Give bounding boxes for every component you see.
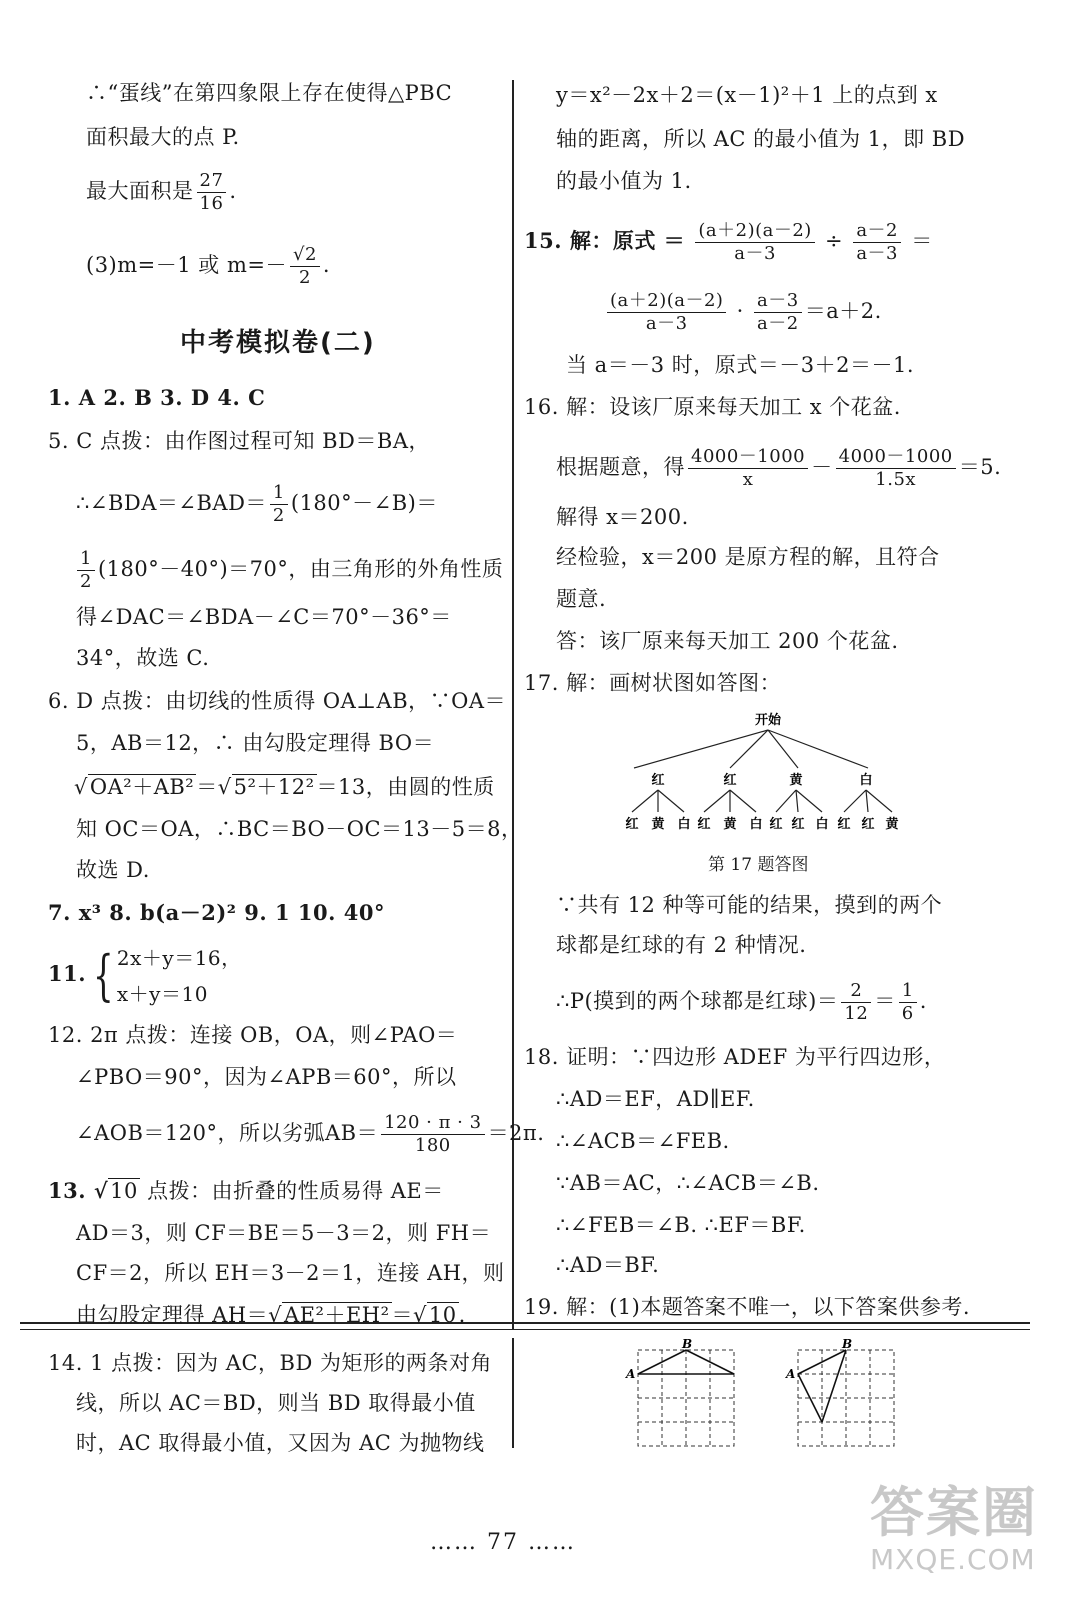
q12-line: ∠PBO＝90°，因为∠APB＝60°，所以	[76, 1065, 457, 1089]
point-label-a: A	[786, 1367, 796, 1381]
q18-line: ∴AD＝BF.	[556, 1253, 660, 1277]
q18-line: ∴∠FEB＝∠B. ∴EF＝BF.	[556, 1213, 806, 1237]
q5-line: $\frac{1}{2}$ (180°－40°)＝70°，由三角形的外角性质	[74, 548, 503, 593]
answers-1-4: 1. A 2. B 3. D 4. C	[48, 385, 266, 410]
grid-figure-2	[782, 1338, 902, 1450]
column-divider-lower	[512, 1338, 514, 1448]
q18-line: ∵AB＝AC，∴∠ACB＝∠B.	[556, 1171, 820, 1195]
right-line: 轴的距离，所以 AC 的最小值为 1，即 BD	[556, 127, 966, 151]
q12-line: ∠AOB＝120°，所以劣弧AB＝ $\frac{120 \cdot \pi \cdot 3}{180}$ ＝2π.	[76, 1112, 545, 1156]
section-title: 中考模拟卷(二)	[180, 328, 376, 358]
q6-line: √OA²＋AB²＝√5²＋12²＝13，由圆的性质	[74, 775, 495, 799]
page-number: …… 77 ……	[430, 1530, 576, 1555]
q17-line: 球都是红球的有 2 种情况.	[556, 933, 807, 957]
right-line: 的最小值为 1.	[556, 169, 692, 193]
tree-l2-node: 白	[815, 817, 829, 832]
watermark	[870, 1470, 1038, 1576]
q13-line: CF＝2，所以 EH＝3－2＝1，连接 AH，则	[76, 1261, 505, 1285]
q14-line: 14. 1 点拨：因为 AC，BD 为矩形的两条对角	[48, 1351, 492, 1375]
q18-line: ∴∠ACB＝∠FEB.	[556, 1129, 730, 1153]
q18-line: 18. 证明：∵四边形 ADEF 为平行四边形，	[524, 1045, 946, 1069]
watermark-text: 答案圈	[870, 1481, 1038, 1544]
q15-line: $\frac{(a+2)(a-2)}{a-3}$ · $\frac{a-3}{a-2}$ ＝a＋2.	[604, 290, 882, 335]
q5-line: 34°，故选 C.	[76, 646, 210, 670]
q18-line: ∴AD＝EF，AD∥EF.	[556, 1087, 755, 1111]
q16-line: 经检验，x＝200 是原方程的解，且符合	[556, 545, 940, 569]
tree-root: 开始	[754, 713, 782, 728]
q6-line: 知 OC＝OA，∴BC＝BO－OC＝13－5＝8，	[76, 817, 523, 841]
grid-figure-1	[622, 1338, 742, 1450]
tree-l2-node: 黄	[651, 817, 665, 832]
point-label-a: A	[626, 1367, 636, 1381]
right-line: y＝x²－2x＋2＝(x－1)²＋1 上的点到 x	[556, 83, 938, 107]
tree-l1-node: 红	[723, 773, 737, 788]
watermark-url: MXQE.COM	[870, 1543, 1036, 1576]
tree-l1-node: 黄	[789, 773, 803, 788]
tree-l2-node: 黄	[885, 817, 899, 832]
q19-line: 19. 解：(1)本题答案不唯一，以下答案供参考.	[524, 1295, 970, 1319]
tree-l2-node: 红	[769, 817, 783, 832]
left-line: 面积最大的点 P.	[86, 125, 240, 149]
tree-l2-node: 红	[697, 817, 711, 832]
left-line: ∴“蛋线”在第四象限上存在使得△PBC	[86, 81, 453, 105]
q16-line: 解得 x＝200.	[556, 505, 689, 529]
left-line: 最大面积是 $\frac{27}{16}$ .	[86, 170, 237, 214]
point-label-b: B	[842, 1338, 853, 1351]
q15-line: 15. 解：原式 ＝ $\frac{(a+2)(a-2)}{a-3}$ ÷ $\frac{a-2}{a-3}$ ＝	[524, 220, 933, 264]
q6-line: 6. D 点拨：由切线的性质得 OA⊥AB，∵OA＝	[48, 689, 507, 713]
q13-line: AD＝3，则 CF＝BE＝5－3＝2，则 FH＝	[76, 1221, 492, 1245]
q6-line: 5，AB＝12，∴ 由勾股定理得 BO＝	[76, 731, 435, 755]
q13-line: 13. √10 点拨：由折叠的性质易得 AE＝	[48, 1178, 444, 1203]
point-label-b: B	[682, 1338, 693, 1351]
q15-line: 当 a＝－3 时，原式＝－3＋2＝－1.	[566, 353, 914, 377]
tree-l1-node: 红	[651, 773, 665, 788]
tree-l1-node: 白	[859, 773, 873, 788]
tree-l2-node: 红	[791, 817, 805, 832]
q17-line: 17. 解：画树状图如答图：	[524, 671, 782, 695]
q6-line: 故选 D.	[76, 858, 150, 882]
tree-l2-node: 黄	[723, 817, 737, 832]
figure-caption: 第 17 题答图	[708, 855, 809, 875]
q12-line: 12. 2π 点拨：连接 OB，OA，则∠PAO＝	[48, 1023, 458, 1047]
q16-line: 16. 解：设该厂原来每天加工 x 个花盆.	[524, 395, 901, 419]
q17-line: ∵共有 12 种等可能的结果，摸到的两个	[556, 893, 943, 917]
tree-l2-node: 红	[625, 817, 639, 832]
tree-l2-node: 红	[861, 817, 875, 832]
q16-line: 答：该厂原来每天加工 200 个花盆.	[556, 629, 899, 653]
q17-line: ∴P(摸到的两个球都是红球)＝ $\frac{2}{12}$ ＝ $\frac{1}{6}$ .	[556, 980, 927, 1024]
tree-l2-node: 白	[749, 817, 763, 832]
left-line: (3)m=－1 或 m=－ $\frac{√2}{2}$ .	[86, 244, 331, 288]
q13-line: 由勾股定理得 AH＝√AE²＋EH²＝√10.	[76, 1303, 466, 1327]
q11-line: 11. { 2x＋y＝16， x＋y＝10	[48, 943, 242, 1007]
q5-line: 5. C 点拨：由作图过程可知 BD＝BA，	[48, 429, 430, 453]
tree-l2-node: 红	[837, 817, 851, 832]
answers-7-10: 7. x³ 8. b(a－2)² 9. 1 10. 40°	[48, 900, 386, 925]
q14-line: 时，AC 取得最小值，又因为 AC 为抛物线	[76, 1431, 485, 1455]
q16-line: 题意.	[556, 587, 607, 611]
q14-line: 线，所以 AC＝BD，则当 BD 取得最小值	[76, 1391, 476, 1415]
q5-line: ∴∠BDA＝∠BAD＝ $\frac{1}{2}$ (180°－∠B)＝	[76, 482, 438, 526]
tree-diagram	[600, 708, 920, 838]
q5-line: 得∠DAC＝∠BDA－∠C＝70°－36°＝	[76, 605, 452, 629]
q16-line: 根据题意，得 $\frac{4000-1000}{x}$ － $\frac{4000-1000}{1.5x}$ ＝5.	[556, 446, 1002, 490]
tree-l2-node: 白	[677, 817, 691, 832]
